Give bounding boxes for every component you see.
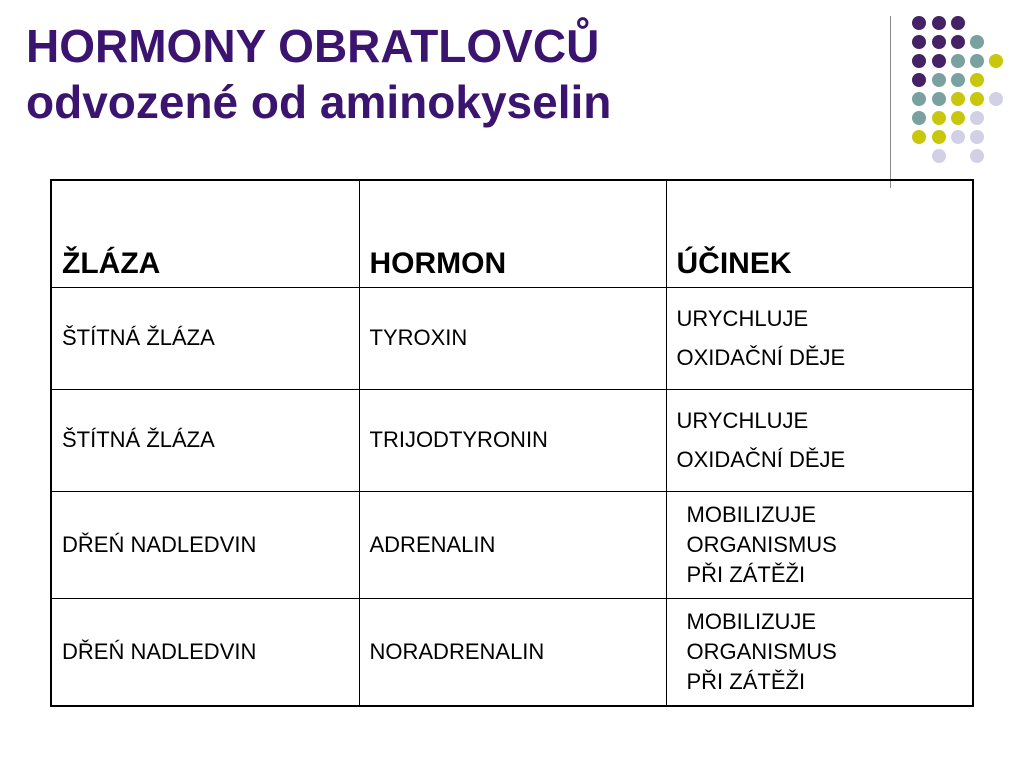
effect-line: URYCHLUJE xyxy=(676,408,809,433)
gland-cell: DŘEŃ NADLEDVIN xyxy=(51,491,359,598)
effect-cell xyxy=(666,389,973,491)
decorative-dot xyxy=(970,35,984,49)
effect-cell xyxy=(666,491,973,598)
decorative-dot xyxy=(989,92,1003,106)
decorative-dot xyxy=(989,54,1003,68)
effect-line: ORGANISMUS xyxy=(686,638,837,664)
effect-line: MOBILIZUJE xyxy=(686,501,817,527)
table-row xyxy=(51,491,973,598)
slide-title-line-2: odvozené od aminokyselin xyxy=(26,76,612,128)
slide-title xyxy=(26,18,611,130)
decorative-dot xyxy=(970,92,984,106)
effect-line: URYCHLUJE xyxy=(676,306,809,331)
effect-line: PŘI ZÁTĚŽI xyxy=(686,561,806,587)
decorative-dot xyxy=(951,16,965,30)
effect-line: ORGANISMUS xyxy=(686,531,837,557)
decorative-dot xyxy=(912,73,926,87)
decorative-dot xyxy=(951,54,965,68)
decorative-dot xyxy=(951,130,965,144)
decorative-dot xyxy=(932,73,946,87)
gland-cell: DŘEŃ NADLEDVIN xyxy=(51,598,359,706)
decorative-dot xyxy=(912,16,926,30)
hormone-cell: ADRENALIN xyxy=(359,491,666,598)
effect-line: OXIDAČNÍ DĚJE xyxy=(676,447,846,472)
decorative-dot xyxy=(970,130,984,144)
decorative-dot xyxy=(970,73,984,87)
decorative-dot xyxy=(932,92,946,106)
decorative-dot xyxy=(912,130,926,144)
decorative-dot xyxy=(912,111,926,125)
hormone-cell: TRIJODTYRONIN xyxy=(359,389,666,491)
column-header-hormone: HORMON xyxy=(359,180,666,287)
decorative-dot xyxy=(932,35,946,49)
effect-line: PŘI ZÁTĚŽI xyxy=(686,668,806,694)
table-row xyxy=(51,598,973,706)
gland-cell: ŠTÍTNÁ ŽLÁZA xyxy=(51,389,359,491)
effect-cell xyxy=(666,598,973,706)
decorative-dot xyxy=(932,54,946,68)
effect-cell xyxy=(666,287,973,389)
decorative-dot xyxy=(912,35,926,49)
decorative-dot xyxy=(970,111,984,125)
gland-cell: ŠTÍTNÁ ŽLÁZA xyxy=(51,287,359,389)
decorative-dot xyxy=(932,16,946,30)
decorative-dot xyxy=(951,35,965,49)
decorative-dot xyxy=(951,111,965,125)
effect-line: MOBILIZUJE xyxy=(686,608,817,634)
table-row xyxy=(51,389,973,491)
decorative-dot xyxy=(912,92,926,106)
decorative-dot xyxy=(951,92,965,106)
decorative-dot xyxy=(932,149,946,163)
slide-title-line-1: HORMONY OBRATLOVCŮ xyxy=(26,20,600,72)
column-header-gland: ŽLÁZA xyxy=(51,180,359,287)
hormone-cell: TYROXIN xyxy=(359,287,666,389)
table-row xyxy=(51,287,973,389)
decorative-dot xyxy=(951,73,965,87)
decorative-divider-line xyxy=(890,16,891,188)
decorative-dot xyxy=(912,54,926,68)
decorative-dot xyxy=(970,149,984,163)
hormones-table xyxy=(50,179,974,707)
hormone-cell: NORADRENALIN xyxy=(359,598,666,706)
decorative-dot xyxy=(970,54,984,68)
column-header-effect: ÚČINEK xyxy=(666,180,973,287)
effect-line: OXIDAČNÍ DĚJE xyxy=(676,345,846,370)
decorative-dot xyxy=(932,111,946,125)
decorative-dot xyxy=(932,130,946,144)
table-header-row xyxy=(51,180,973,287)
